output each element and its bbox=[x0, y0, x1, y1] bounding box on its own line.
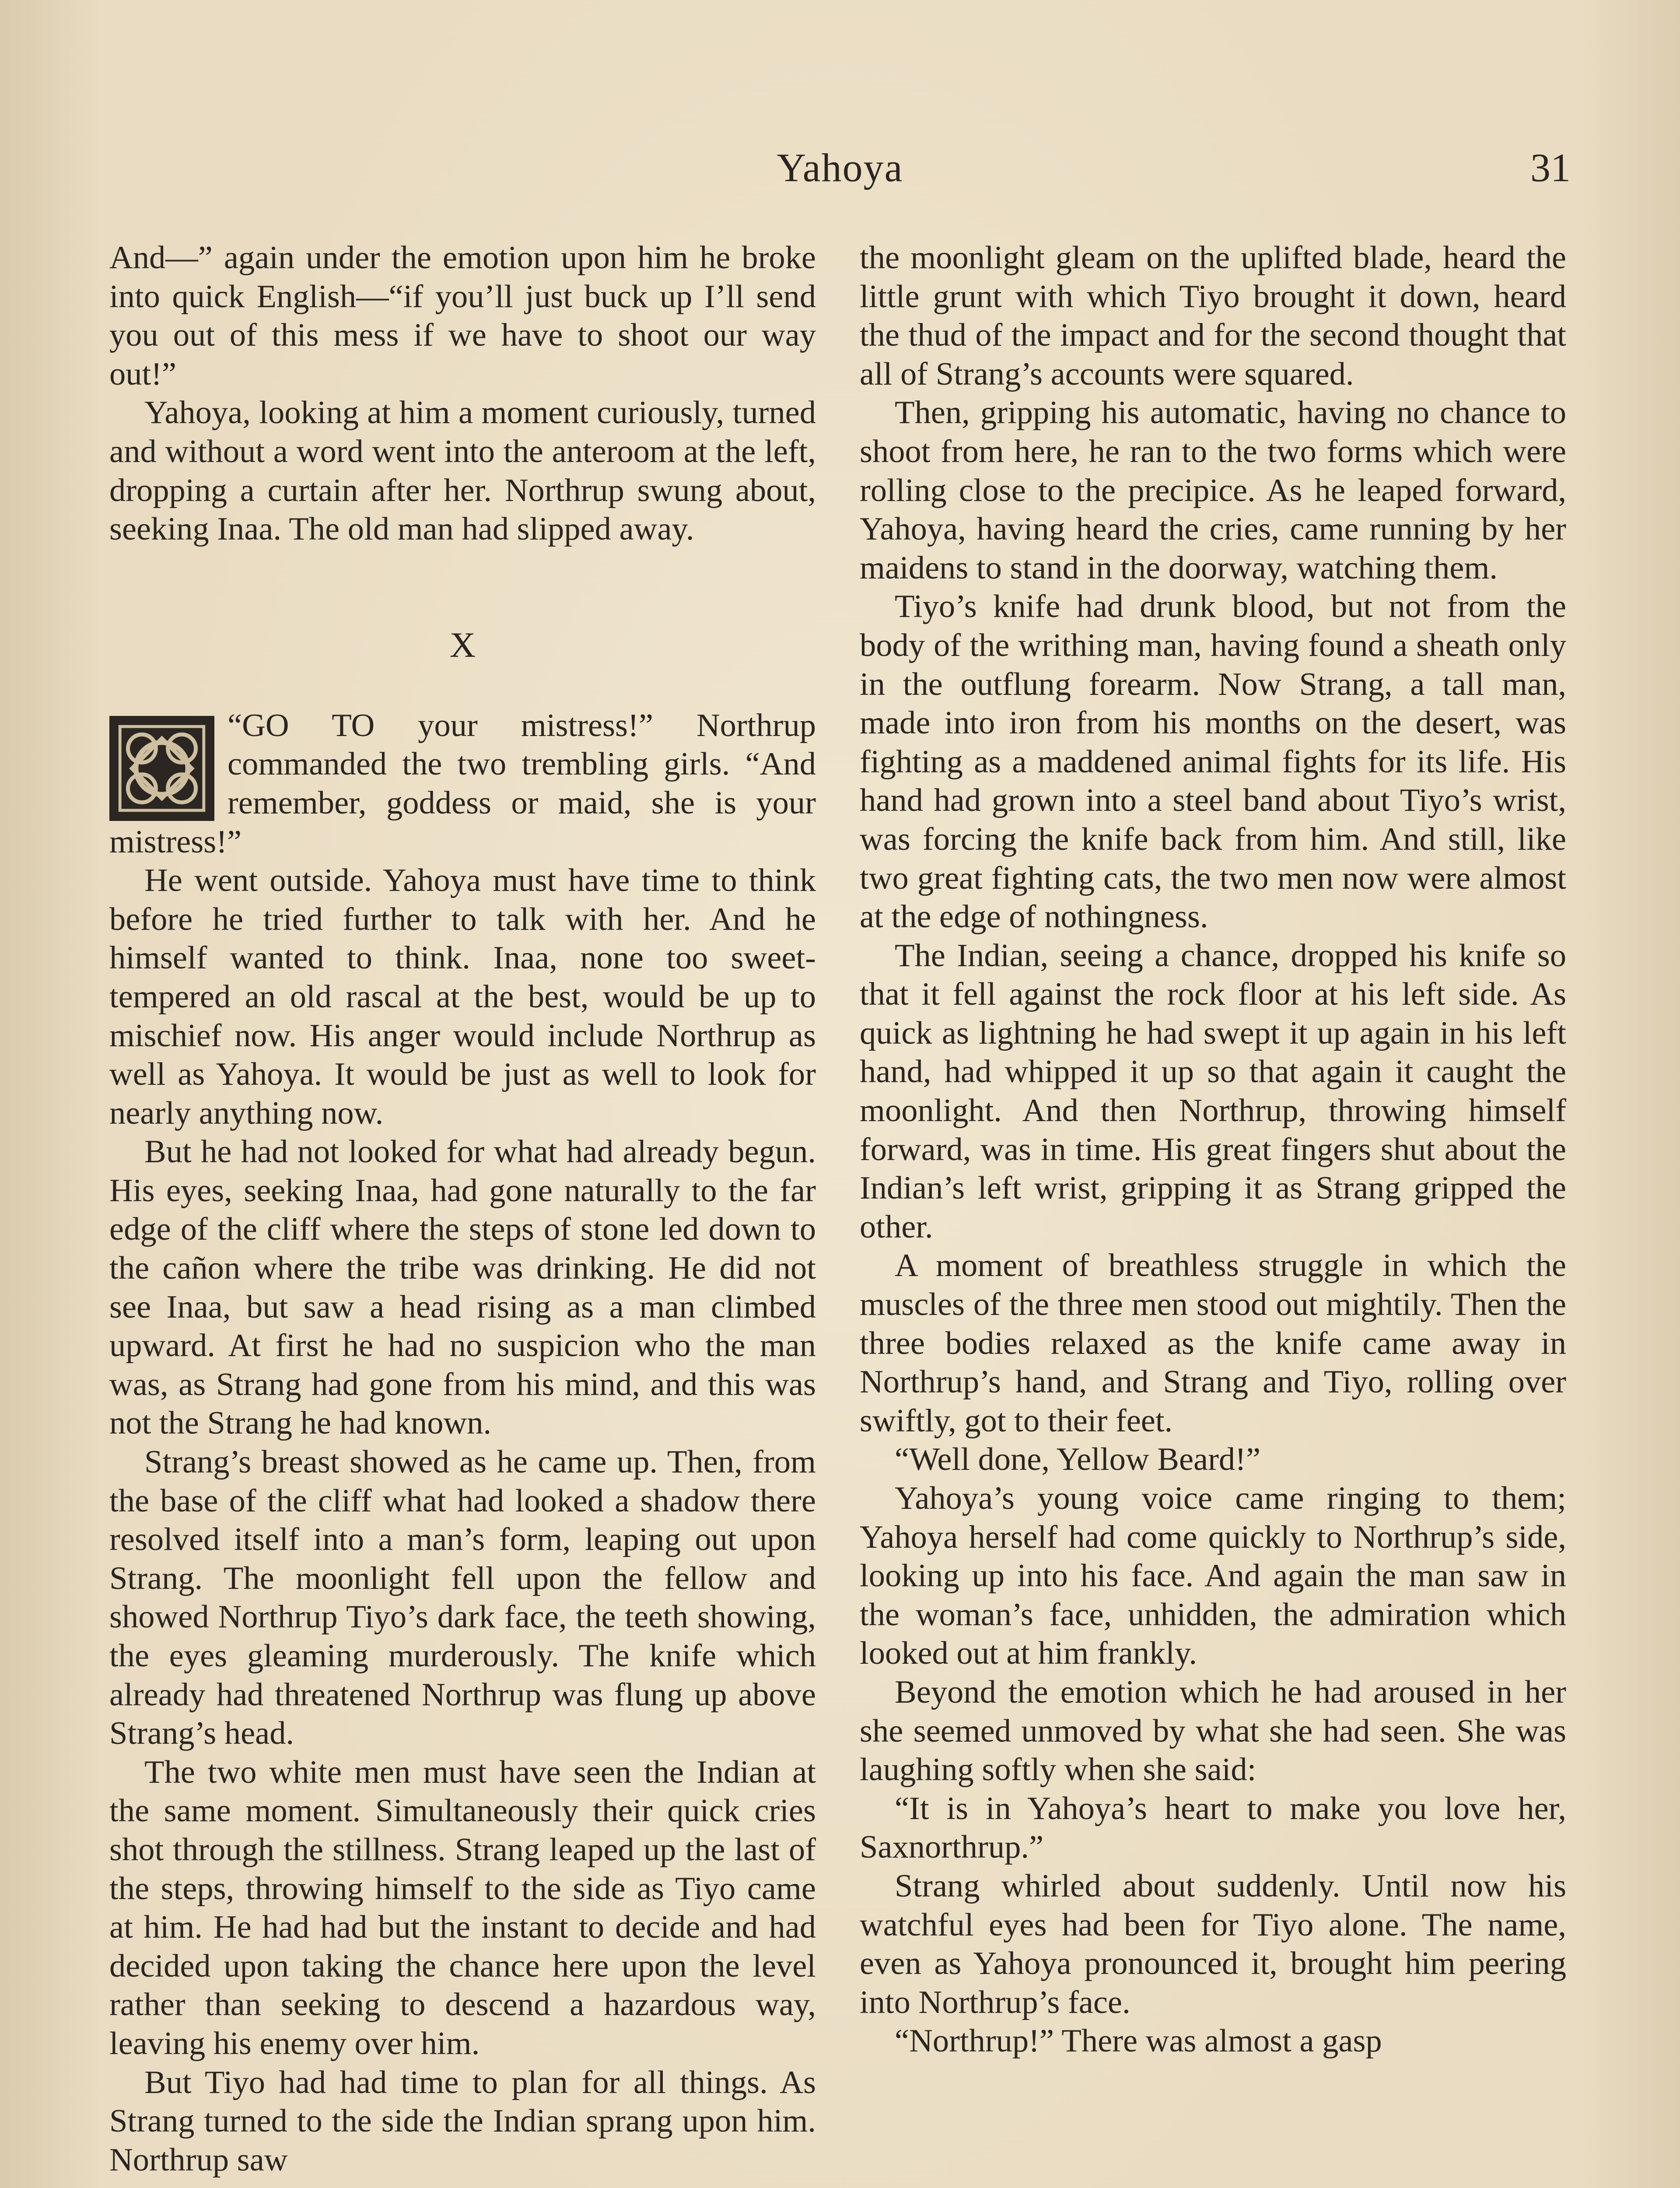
paragraph: “Well done, Yellow Beard!” bbox=[895, 1441, 1261, 1478]
chapter-heading: X bbox=[449, 624, 476, 665]
right-column bbox=[860, 238, 1566, 2061]
paragraph: Tiyo’s knife had drunk blood, but not from the body of the writhing man, having found a sheath only in the outflung forearm. Now Strang, a tall man, made into iron from his months on the desert, was fighting as a maddened animal fights for its life. His hand had grown into a steel band about Tiyo’s wrist, was forcing the knife back from him. And still, like two great fighting cats, the two men now were almost at the edge of nothingness. bbox=[860, 589, 1566, 935]
paragraph: But Tiyo had had time to plan for all things. As Strang turned to the side the Indian sprang upon him. Northrup saw bbox=[109, 2064, 816, 2178]
paragraph: A moment of breathless struggle in which the muscles of the three men stood out mightily. Then the three bodies relaxed as the knife came away in Northrup’s hand, and Strang and Tiyo, rolling over swiftly, got to their feet. bbox=[860, 1248, 1566, 1439]
paragraph: “Northrup!” There was almost a gasp bbox=[895, 2023, 1382, 2059]
paragraph: The two white men must have seen the Indian at the same moment. Simultaneously their quick cries shot through the stillness. Strang leaped up the last of the steps, throwing himself to the side as Tiyo came at him. He had had but the instant to decide and had decided upon taking the chance here upon the level rather than seeking to descend a hazardous way, leaving his enemy over him. bbox=[109, 1754, 816, 2062]
paragraph: Strang’s breast showed as he came up. Then, from the base of the cliff what had looked a shadow there resolved itself into a man’s form, leaping out upon Strang. The moonlight fell upon the fellow and showed Northrup Tiyo’s dark face, the teeth showing, the eyes gleaming murderously. The knife which already had threatened Northrup was flung up above Strang’s head. bbox=[109, 1444, 816, 1752]
paragraph: Yahoya, looking at him a moment curiously, turned and without a word went into the anteroom at the left, dropping a curtain after her. Northrup swung about, seeking Inaa. The old man had slipped away. bbox=[109, 395, 816, 547]
paragraph: But he had not looked for what had already begun. His eyes, seeking Inaa, had gone naturally to the far edge of the cliff where the steps of stone led down to the cañon where the tribe was drinking. He did not see Inaa, but saw a head rising as a man climbed upward. At first he had no suspicion who the man was, as Strang had gone from his mind, and this was not the Strang he had known. bbox=[109, 1134, 816, 1441]
paragraph: The Indian, seeing a chance, dropped his knife so that it fell against the rock floor at his left side. As quick as lightning he had swept it up again in his left hand, had whipped it up so that again it caught the moonlight. And then Northrup, throwing himself forward, was in time. His great fingers shut about the Indian’s left wrist, gripping it as Strang gripped the other. bbox=[860, 937, 1566, 1245]
paragraph: Yahoya’s young voice came ringing to them; Yahoya herself had come quickly to Northrup’s side, looking up into his face. And again the man saw in the woman’s face, unhidden, the admiration which looked out at him frankly. bbox=[860, 1480, 1566, 1672]
paragraph: He went outside. Yahoya must have time to think before he tried further to talk with her. And he himself wanted to think. Inaa, none too sweet-tempered an old rascal at the best, would be up to mischief now. His anger would include Northrup as well as Yahoya. It would be just as well to look for nearly anything now. bbox=[109, 863, 816, 1131]
paragraph: Then, gripping his automatic, having no chance to shoot from here, he ran to the two forms which were rolling close to the precipice. As he leaped forward, Yahoya, having heard the cries, came running by her maidens to stand in the doorway, watching them. bbox=[860, 395, 1566, 586]
paragraph: And—” again under the emotion upon him he broke into quick English—“if you’ll just buck up I’ll send you out of this mess if we have to shoot our way out!” bbox=[109, 240, 816, 392]
page-header bbox=[0, 144, 1680, 197]
paragraph: Beyond the emotion which he had aroused in her she seemed unmoved by what she had seen. She was laughing softly when she said: bbox=[860, 1674, 1566, 1788]
chapter-opening-paragraph bbox=[109, 706, 816, 861]
running-title: Yahoya bbox=[777, 145, 903, 190]
left-column bbox=[109, 238, 816, 2179]
celtic-knot-ornament-icon bbox=[109, 716, 214, 821]
paragraph: “It is in Yahoya’s heart to make you love her, Saxnorthrup.” bbox=[860, 1790, 1566, 1865]
page-number: 31 bbox=[1530, 145, 1571, 190]
paragraph: the moonlight gleam on the uplifted blade, heard the little grunt with which Tiyo brought it down, heard the thud of the impact and for the second thought that all of Strang’s accounts were squared. bbox=[860, 240, 1566, 392]
paragraph-text: “GO TO your mistress!” Northrup commanded the two trembling girls. “And remember, goddess or maid, she is your mistress!” bbox=[109, 707, 816, 860]
paragraph: Strang whirled about suddenly. Until now his watchful eyes had been for Tiyo alone. The name, even as Yahoya pronounced it, brought him peering into Northrup’s face. bbox=[860, 1868, 1566, 2020]
